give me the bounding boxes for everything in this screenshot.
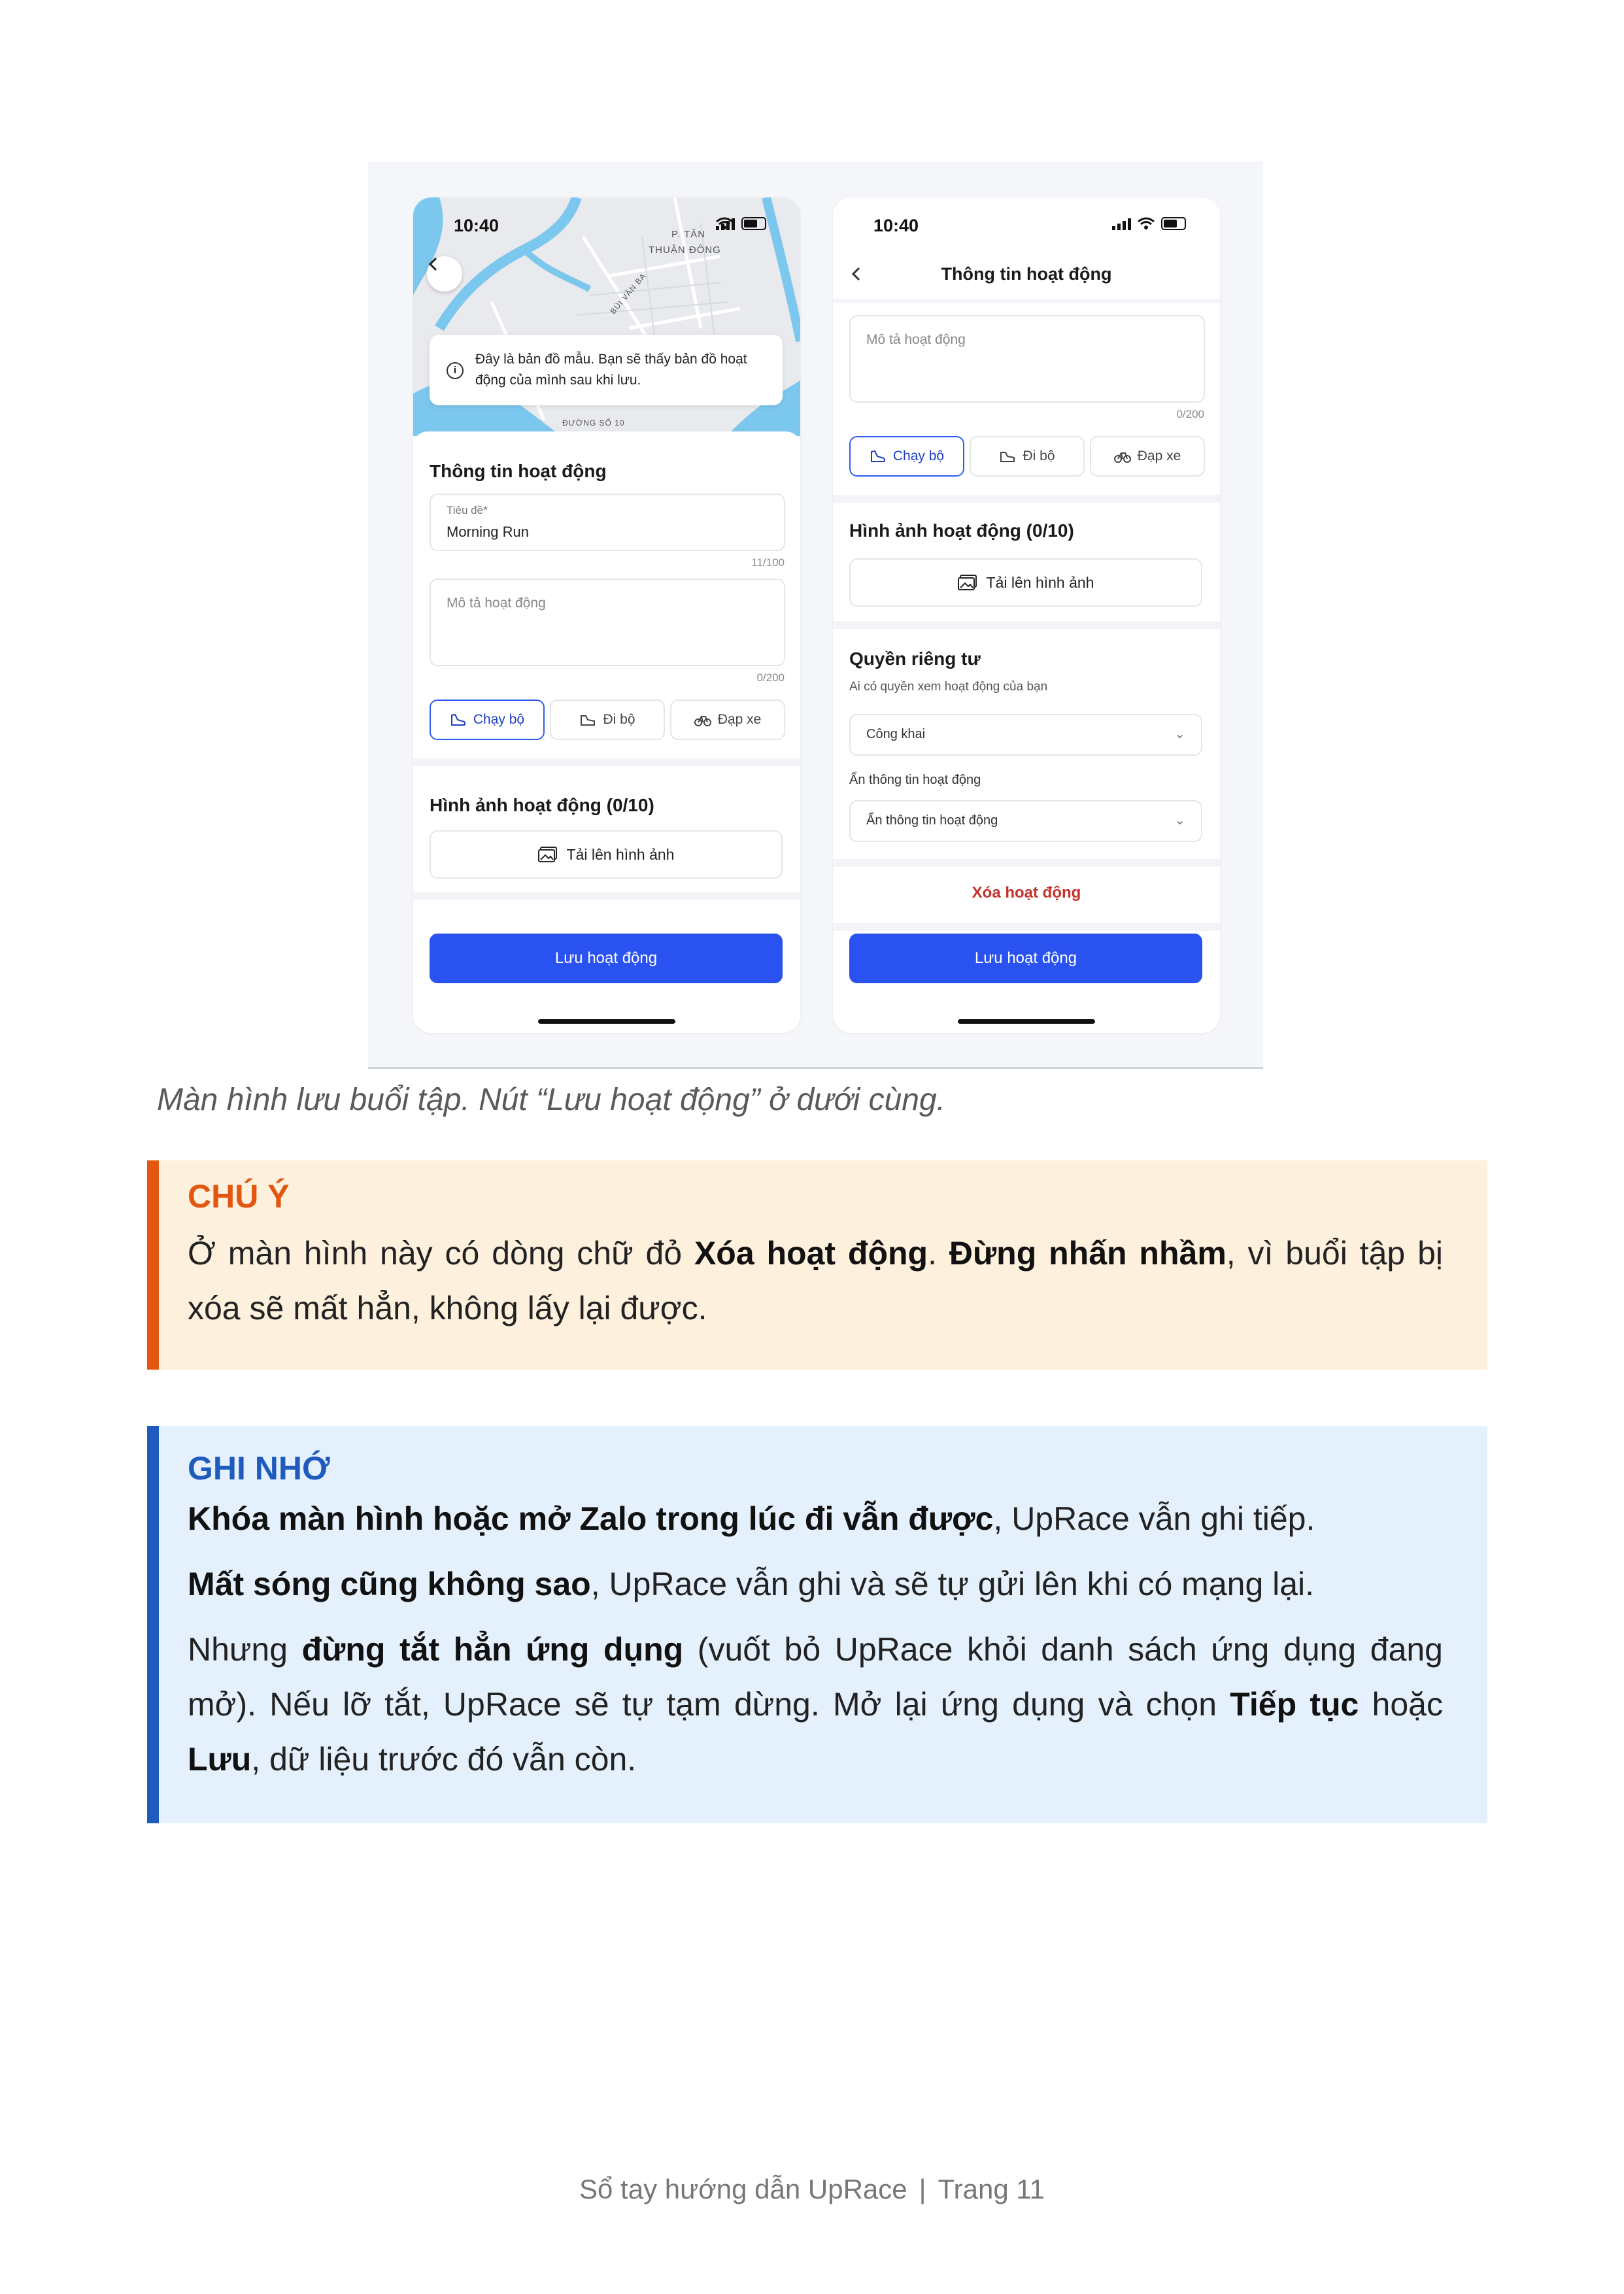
warning-text-part: Ở màn hình này có dòng chữ đỏ xyxy=(188,1235,694,1272)
sample-map-notice xyxy=(430,335,783,405)
page-footer xyxy=(0,2174,1624,2205)
chevron-left-icon xyxy=(427,256,440,272)
section-title-images: Hình ảnh hoạt động (0/10) xyxy=(430,795,654,815)
image-upload-icon xyxy=(958,575,977,590)
section-divider-3 xyxy=(833,859,1220,867)
running-shoe-icon xyxy=(870,449,887,464)
footer-separator: | xyxy=(919,2174,926,2204)
remember-callout xyxy=(147,1426,1487,1823)
description-field[interactable] xyxy=(430,579,785,666)
remember-point-2 xyxy=(188,1557,1443,1611)
bicycle-icon xyxy=(694,713,711,727)
section-divider-2 xyxy=(413,892,800,900)
footer-book-title: Sổ tay hướng dẫn UpRace xyxy=(579,2174,907,2204)
warning-callout xyxy=(147,1160,1487,1370)
save-activity-button[interactable] xyxy=(849,934,1202,983)
remember-point-3-text: Nhưng xyxy=(188,1631,302,1668)
remember-point-3-text: , dữ liệu trước đó vẫn còn. xyxy=(251,1741,637,1778)
warning-text-part: , vì buổi tập bị xóa sẽ mất hẳn, không lấy lại được. xyxy=(188,1235,1443,1326)
description-counter: 0/200 xyxy=(756,671,785,684)
activity-type-walk-label: Đi bộ xyxy=(1023,448,1055,464)
remember-point-1-bold: Khóa màn hình hoặc mở Zalo trong lúc đi vẫn được xyxy=(188,1500,994,1537)
image-upload-icon xyxy=(538,847,558,862)
title-counter: 11/100 xyxy=(751,556,785,569)
back-button[interactable] xyxy=(427,256,462,292)
description-counter: 0/200 xyxy=(1176,408,1204,420)
remember-point-3-bold: đừng tắt hẳn ứng dụng xyxy=(301,1631,684,1668)
remember-point-3 xyxy=(188,1622,1443,1787)
remember-point-3-continue: Tiếp tục xyxy=(1230,1686,1359,1723)
map-label-district-2: THUẬN ĐÔNG xyxy=(649,245,721,256)
signal-icon xyxy=(1112,218,1131,230)
status-icons xyxy=(716,217,766,230)
status-time: 10:40 xyxy=(454,216,499,235)
sample-map-notice-text: Đây là bản đồ mẫu. Bạn sẽ thấy bản đồ hoạt động của mình sau khi lưu. xyxy=(475,352,747,388)
activity-type-run-chip[interactable] xyxy=(849,436,964,477)
map-label-district: P. TÂN xyxy=(671,229,706,240)
remember-point-2-text: , UpRace vẫn ghi và sẽ tự gửi lên khi có mạng lại. xyxy=(590,1566,1315,1602)
battery-icon xyxy=(741,217,766,230)
wifi-icon xyxy=(716,217,733,230)
description-field[interactable] xyxy=(849,315,1205,403)
map-label-road-2: BÙI VĂN BA xyxy=(608,271,648,316)
screenshot-figure xyxy=(368,161,1263,1069)
chevron-down-icon: ⌄ xyxy=(1174,813,1185,828)
map-label-road: ĐƯỜNG SỐ 10 xyxy=(562,418,625,428)
upload-images-button[interactable] xyxy=(430,830,783,879)
warning-heading: CHÚ Ý xyxy=(188,1178,290,1215)
status-time: 10:40 xyxy=(873,216,919,235)
phone-save-screen-map xyxy=(413,197,800,1033)
title-field[interactable] xyxy=(430,494,785,551)
warning-emphasis-dont-tap: Đừng nhấn nhầm xyxy=(949,1235,1226,1272)
status-bar xyxy=(413,197,800,243)
status-bar xyxy=(833,197,1220,243)
activity-type-run-label: Chạy bộ xyxy=(473,712,525,727)
phone-save-screen-details xyxy=(833,197,1220,1033)
wifi-icon xyxy=(1138,217,1155,230)
remember-point-1 xyxy=(188,1491,1443,1546)
walking-shoe-icon xyxy=(579,713,596,727)
section-divider xyxy=(833,495,1220,503)
delete-activity-button[interactable]: Xóa hoạt động xyxy=(972,884,1081,902)
section-title-activity-info: Thông tin hoạt động xyxy=(430,461,607,481)
upload-images-label: Tải lên hình ảnh xyxy=(566,845,675,863)
activity-type-bike-label: Đạp xe xyxy=(1137,448,1181,464)
hide-info-label: Ẩn thông tin hoạt động xyxy=(849,773,981,787)
privacy-select-value: Công khai xyxy=(866,727,926,741)
warning-text-part: . xyxy=(928,1235,949,1272)
activity-type-run-chip[interactable] xyxy=(430,700,545,740)
upload-images-button[interactable] xyxy=(849,558,1202,607)
home-indicator xyxy=(538,1019,675,1024)
header-title: Thông tin hoạt động xyxy=(941,264,1112,284)
hide-info-select-value: Ẩn thông tin hoạt động xyxy=(866,813,998,828)
activity-type-walk-label: Đi bộ xyxy=(603,712,635,727)
description-placeholder: Mô tả hoạt động xyxy=(866,332,966,347)
status-icons xyxy=(1112,217,1186,230)
remember-heading: GHI NHỚ xyxy=(188,1450,330,1487)
activity-type-walk-chip[interactable] xyxy=(970,436,1085,477)
remember-point-3-text: (vuốt bỏ UpRace khỏi danh sách ứng dụng đang mở). Nếu lỡ tắt, UpRace sẽ tự tạm dừng. Mở lại ứng dụng và chọn xyxy=(188,1631,1443,1723)
section-divider-2 xyxy=(833,621,1220,629)
section-title-privacy: Quyền riêng tư xyxy=(849,649,981,669)
bicycle-icon xyxy=(1114,449,1131,464)
chevron-down-icon: ⌄ xyxy=(1174,727,1185,741)
warning-emphasis-delete: Xóa hoạt động xyxy=(694,1235,928,1272)
activity-type-run-label: Chạy bộ xyxy=(892,448,945,464)
activity-type-walk-chip[interactable] xyxy=(550,700,665,740)
title-field-value: Morning Run xyxy=(447,524,529,540)
save-activity-label: Lưu hoạt động xyxy=(974,949,1077,967)
section-title-images: Hình ảnh hoạt động (0/10) xyxy=(849,520,1074,541)
home-indicator xyxy=(958,1019,1095,1024)
section-divider xyxy=(413,758,800,766)
privacy-subtitle: Ai có quyền xem hoạt động của bạn xyxy=(849,680,1048,694)
figure-caption: Màn hình lưu buổi tập. Nút “Lưu hoạt động” ở dưới cùng. xyxy=(157,1083,945,1117)
sample-map xyxy=(413,197,800,436)
privacy-select[interactable] xyxy=(849,714,1202,756)
walking-shoe-icon xyxy=(999,449,1016,464)
warning-text xyxy=(188,1226,1443,1336)
save-activity-label: Lưu hoạt động xyxy=(554,949,658,967)
remember-point-1-text: , UpRace vẫn ghi tiếp. xyxy=(993,1500,1315,1537)
activity-type-bike-label: Đạp xe xyxy=(717,712,762,727)
remember-point-3-save: Lưu xyxy=(188,1741,252,1778)
battery-icon xyxy=(1161,217,1186,230)
activity-type-bike-chip[interactable] xyxy=(670,700,785,740)
remember-point-2-bold: Mất sóng cũng không sao xyxy=(188,1566,591,1602)
upload-images-label: Tải lên hình ảnh xyxy=(986,573,1094,591)
form-sheet xyxy=(413,431,800,1033)
footer-page-number: Trang 11 xyxy=(938,2174,1045,2204)
running-shoe-icon xyxy=(450,713,467,727)
description-placeholder: Mô tả hoạt động xyxy=(447,596,546,611)
save-activity-button[interactable] xyxy=(430,934,783,983)
hide-info-select[interactable] xyxy=(849,800,1202,842)
title-field-label: Tiêu đề* xyxy=(447,504,488,516)
section-divider-4 xyxy=(833,923,1220,931)
remember-point-3-text: hoặc xyxy=(1359,1686,1443,1723)
header-divider xyxy=(833,299,1220,303)
activity-type-bike-chip[interactable] xyxy=(1090,436,1205,477)
info-icon: i xyxy=(447,362,464,379)
